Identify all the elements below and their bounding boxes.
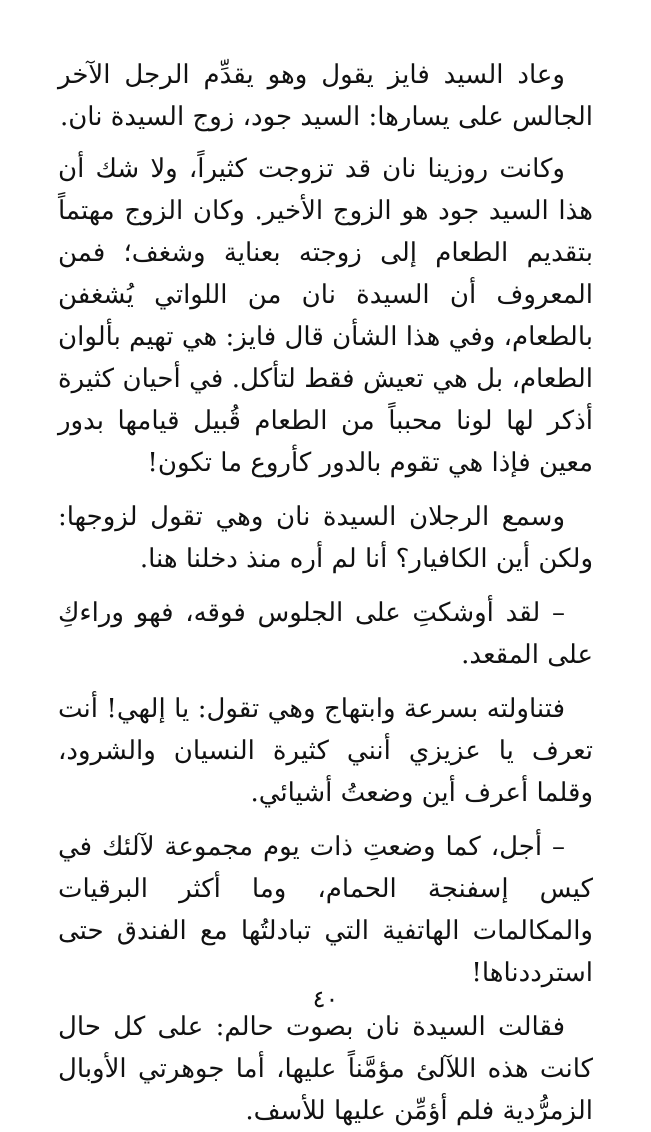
paragraph: فقالت السيدة نان بصوت حالم: على كل حال كانت هذه اللآلئ مؤمَّناً عليها، أما جوهرتي الأوبال الزمرُّدية فلم أؤمِّن عليها للأسف. (58, 1012, 593, 1126)
page-number: ٤٠ (312, 985, 339, 1013)
paragraph: وسمع الرجلان السيدة نان وهي تقول لزوجها: ولكن أين الكافيار؟ أنا لم أره منذ دخلنا هنا. (58, 502, 593, 574)
paragraph: وعاد السيد فايز يقول وهو يقدِّم الرجل الآخر الجالس على يسارها: السيد جود، زوج السيدة نان. (58, 60, 593, 132)
paragraph: وكانت روزينا نان قد تزوجت كثيراً، ولا شك أن هذا السيد جود هو الزوج الأخير. وكان الزوج مهتماً بتقديم الطعام إلى زوجته بعناية وشغف؛ فمن المعروف أن السيدة نان من اللواتي يُشغفن بالطعام، وفي هذا الشأن قال فايز: هي تهيم بألوان الطعام، بل هي تعيش فقط لتأكل. في أحيان كثيرة أذكر لها لونا محبباً من الطعام قُبيل قيامها بدور معين فإذا هي تقوم بالدور كأروع ما تكون! (58, 154, 593, 478)
paragraph: – أجل، كما وضعتِ ذات يوم مجموعة لآلئك في كيس إسفنجة الحمام، وما أكثر البرقيات والمكالمات الهاتفية التي تبادلتُها مع الفندق حتى استرددناها! (58, 832, 593, 988)
paragraph: فتناولته بسرعة وابتهاج وهي تقول: يا إلهي! أنت تعرف يا عزيزي أنني كثيرة النسيان والشرود، وقلما أعرف أين وضعتُ أشيائي. (58, 694, 593, 808)
paragraph: – لقد أوشكتِ على الجلوس فوقه، فهو وراءكِ على المقعد. (58, 598, 593, 670)
text-block (58, 54, 593, 1132)
